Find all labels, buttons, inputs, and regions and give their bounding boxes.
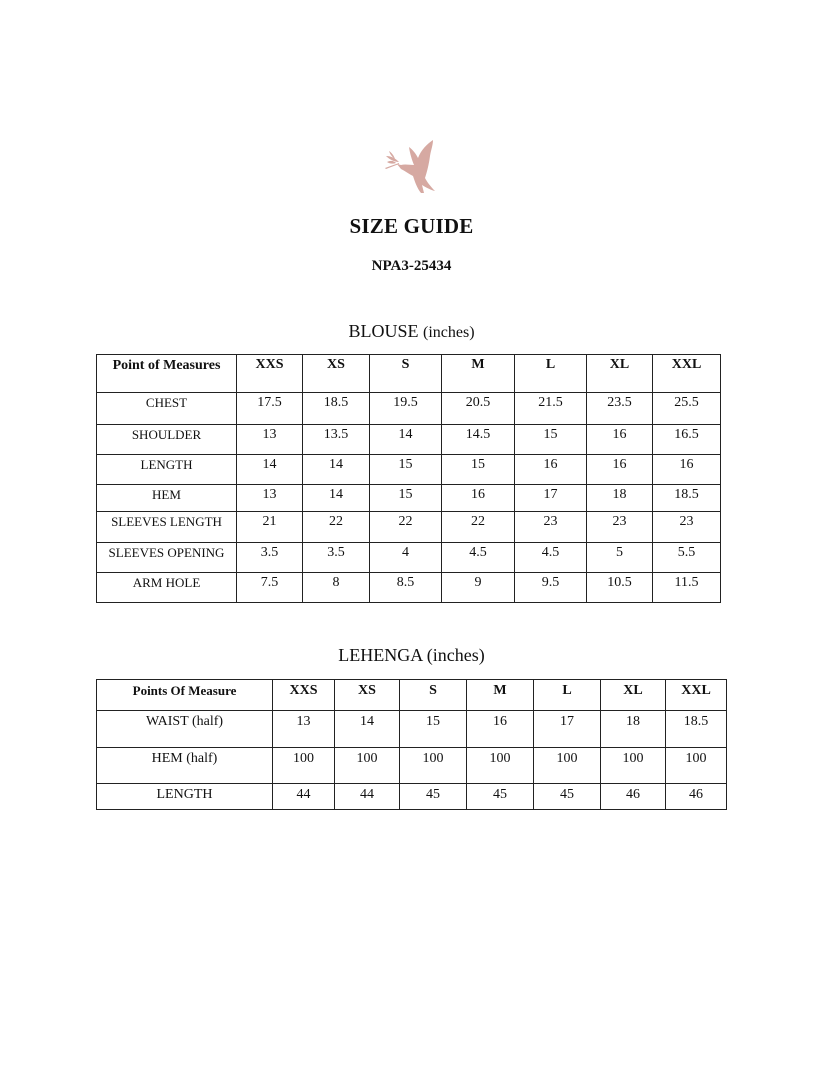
blouse-header-row [97, 355, 721, 393]
cell-value: 8 [303, 573, 370, 603]
cell-value: 22 [370, 512, 442, 543]
lehenga-header-size: S [400, 680, 467, 711]
cell-value: 4.5 [442, 543, 515, 573]
cell-value: 18.5 [303, 393, 370, 425]
cell-value: 13.5 [303, 425, 370, 455]
row-label: CHEST [97, 393, 237, 425]
cell-value: 23 [515, 512, 587, 543]
row-label: LENGTH [97, 455, 237, 485]
row-label: SLEEVES OPENING [97, 543, 237, 573]
row-label: SLEEVES LENGTH [97, 512, 237, 543]
cell-value: 45 [534, 784, 601, 810]
cell-value: 9.5 [515, 573, 587, 603]
cell-value: 18 [587, 485, 653, 512]
cell-value: 21 [237, 512, 303, 543]
lehenga-caption-label: LEHENGA [338, 645, 423, 665]
lehenga-header-point: Points Of Measure [97, 680, 273, 711]
blouse-header-size: S [370, 355, 442, 393]
lehenga-caption [0, 645, 823, 666]
cell-value: 7.5 [237, 573, 303, 603]
cell-value: 25.5 [653, 393, 721, 425]
cell-value: 45 [467, 784, 534, 810]
lehenga-size-table [96, 679, 727, 810]
cell-value: 13 [273, 711, 335, 748]
cell-value: 23.5 [587, 393, 653, 425]
cell-value: 15 [400, 711, 467, 748]
row-label: ARM HOLE [97, 573, 237, 603]
lehenga-header-size: M [467, 680, 534, 711]
blouse-header-size: M [442, 355, 515, 393]
lehenga-row-waist [97, 711, 727, 748]
blouse-row-sleeves-length [97, 512, 721, 543]
row-label: HEM [97, 485, 237, 512]
cell-value: 100 [400, 748, 467, 784]
blouse-row-arm-hole [97, 573, 721, 603]
cell-value: 100 [467, 748, 534, 784]
blouse-header-point: Point of Measures [97, 355, 237, 393]
blouse-caption-label: BLOUSE [348, 321, 419, 341]
blouse-header-size: XS [303, 355, 370, 393]
blouse-row-length [97, 455, 721, 485]
cell-value: 14.5 [442, 425, 515, 455]
cell-value: 4 [370, 543, 442, 573]
cell-value: 15 [442, 455, 515, 485]
cell-value: 44 [273, 784, 335, 810]
cell-value: 100 [335, 748, 400, 784]
cell-value: 23 [653, 512, 721, 543]
lehenga-row-length [97, 784, 727, 810]
cell-value: 44 [335, 784, 400, 810]
row-label: SHOULDER [97, 425, 237, 455]
lehenga-row-hem [97, 748, 727, 784]
cell-value: 16 [587, 455, 653, 485]
lehenga-header-row [97, 680, 727, 711]
lehenga-header-size: L [534, 680, 601, 711]
blouse-caption-unit: (inches) [422, 324, 475, 341]
cell-value: 100 [273, 748, 335, 784]
cell-value: 16 [653, 455, 721, 485]
lehenga-header-size: XS [335, 680, 400, 711]
cell-value: 100 [534, 748, 601, 784]
cell-value: 14 [237, 455, 303, 485]
dove-icon [383, 138, 439, 198]
blouse-row-chest [97, 393, 721, 425]
cell-value: 5 [587, 543, 653, 573]
row-label: HEM (half) [97, 748, 273, 784]
blouse-caption [0, 321, 823, 342]
cell-value: 5.5 [653, 543, 721, 573]
cell-value: 46 [601, 784, 666, 810]
cell-value: 3.5 [303, 543, 370, 573]
cell-value: 16.5 [653, 425, 721, 455]
cell-value: 17 [515, 485, 587, 512]
blouse-row-sleeves-opening [97, 543, 721, 573]
cell-value: 22 [303, 512, 370, 543]
cell-value: 14 [303, 485, 370, 512]
cell-value: 16 [515, 455, 587, 485]
blouse-header-size: XXL [653, 355, 721, 393]
cell-value: 14 [370, 425, 442, 455]
cell-value: 17 [534, 711, 601, 748]
blouse-size-table [96, 354, 721, 603]
cell-value: 17.5 [237, 393, 303, 425]
cell-value: 100 [601, 748, 666, 784]
cell-value: 18.5 [666, 711, 727, 748]
cell-value: 14 [335, 711, 400, 748]
blouse-row-hem [97, 485, 721, 512]
cell-value: 22 [442, 512, 515, 543]
cell-value: 8.5 [370, 573, 442, 603]
cell-value: 10.5 [587, 573, 653, 603]
blouse-row-shoulder [97, 425, 721, 455]
cell-value: 15 [515, 425, 587, 455]
row-label: LENGTH [97, 784, 273, 810]
cell-value: 18.5 [653, 485, 721, 512]
lehenga-header-size: XXL [666, 680, 727, 711]
cell-value: 100 [666, 748, 727, 784]
cell-value: 13 [237, 485, 303, 512]
cell-value: 20.5 [442, 393, 515, 425]
cell-value: 4.5 [515, 543, 587, 573]
cell-value: 16 [587, 425, 653, 455]
lehenga-header-size: XXS [273, 680, 335, 711]
cell-value: 13 [237, 425, 303, 455]
cell-value: 11.5 [653, 573, 721, 603]
lehenga-header-size: XL [601, 680, 666, 711]
cell-value: 16 [467, 711, 534, 748]
blouse-header-size: L [515, 355, 587, 393]
page-title: SIZE GUIDE [349, 214, 474, 238]
cell-value: 19.5 [370, 393, 442, 425]
cell-value: 9 [442, 573, 515, 603]
lehenga-caption-unit: (inches) [426, 645, 485, 665]
blouse-header-size: XL [587, 355, 653, 393]
cell-value: 15 [370, 485, 442, 512]
cell-value: 16 [442, 485, 515, 512]
cell-value: 15 [370, 455, 442, 485]
cell-value: 3.5 [237, 543, 303, 573]
cell-value: 45 [400, 784, 467, 810]
cell-value: 23 [587, 512, 653, 543]
blouse-header-size: XXS [237, 355, 303, 393]
cell-value: 46 [666, 784, 727, 810]
cell-value: 14 [303, 455, 370, 485]
cell-value: 18 [601, 711, 666, 748]
cell-value: 21.5 [515, 393, 587, 425]
product-code: NPA3-25434 [371, 258, 452, 274]
row-label: WAIST (half) [97, 711, 273, 748]
